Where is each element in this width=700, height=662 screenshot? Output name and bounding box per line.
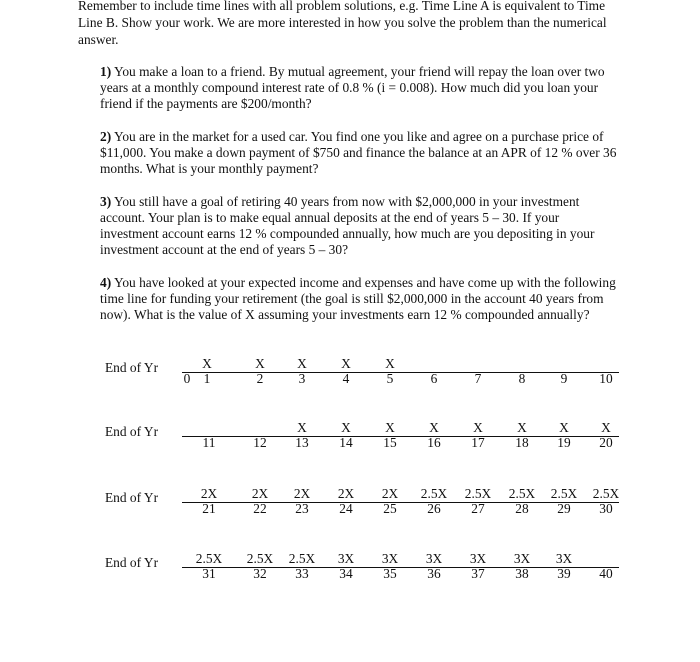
year-tick: 16 [427,435,441,450]
year-tick: 38 [515,566,529,581]
timeline-axis [182,567,619,568]
year-tick: 40 [599,566,613,581]
question-4 [100,275,620,323]
cash-flow-amount: 2.5X [550,486,578,501]
year-tick: 24 [339,501,353,516]
timeline-label: End of Yr [105,360,159,375]
cash-flow-amount: X [297,420,307,435]
year-tick: 15 [383,435,397,450]
year-tick: 21 [202,501,216,516]
question-1-text: You make a loan to a friend. By mutual agreement, your friend will repay the loan over two years at a monthly compound interest rate of 0.8 % (i = 0.008). How much did you loan your friend if the payments are $200/month? [100,64,605,111]
cash-flow-amount: 3X [381,551,399,566]
cash-flow-amount: X [559,420,569,435]
timeline-label: End of Yr [105,555,159,570]
year-tick: 34 [339,566,353,581]
year-tick: 31 [202,566,216,581]
year-tick: 35 [383,566,397,581]
question-3-number: 3) [100,194,112,209]
cash-flow-amount: X [473,420,483,435]
year-tick: 39 [557,566,571,581]
cash-flow-amount: X [202,356,212,371]
cash-flow-amount: X [341,420,351,435]
cash-flow-amount: 2.5X [464,486,492,501]
year-tick: 14 [339,435,353,450]
year-tick: 25 [383,501,397,516]
cash-flow-amount: 2X [337,486,355,501]
year-tick: 37 [471,566,485,581]
year-tick: 26 [427,501,441,516]
question-2 [100,129,620,177]
question-1 [100,64,620,112]
question-4-number: 4) [100,275,112,290]
year-tick: 19 [557,435,571,450]
cash-flow-amount: 3X [469,551,487,566]
cash-flow-amount: X [385,356,395,371]
cash-flow-amount: 2.5X [288,551,316,566]
question-2-number: 2) [100,129,112,144]
year-tick: 23 [295,501,309,516]
year-tick: 33 [295,566,309,581]
year-tick: 30 [599,501,613,516]
cash-flow-amount: X [341,356,351,371]
year-tick: 1 [203,371,211,386]
cash-flow-amount: X [385,420,395,435]
year-tick: 27 [471,501,485,516]
question-3-text: You still have a goal of retiring 40 years from now with $2,000,000 in your investment account. Your plan is to make equal annual deposits at the end of years 5 – 30. If your investment account earns 12 % compounded annually, how much are you depositing in your investment account at the end of years 5 – 30? [100,194,595,257]
cash-flow-amount: 2X [293,486,311,501]
year-tick: 4 [342,371,350,386]
year-tick: 9 [560,371,568,386]
year-tick: 5 [386,371,394,386]
timeline-label: End of Yr [105,424,159,439]
year-tick: 18 [515,435,529,450]
cash-flow-amount: X [255,356,265,371]
year-tick: 12 [253,435,267,450]
cash-flow-amount: 2X [251,486,269,501]
year-tick: 10 [599,371,613,386]
cash-flow-amount: 2X [381,486,399,501]
year-tick: 28 [515,501,529,516]
cash-flow-amount: 3X [425,551,443,566]
cash-flow-amount: X [517,420,527,435]
question-3 [100,194,620,258]
cash-flow-amount: 3X [555,551,573,566]
year-tick: 0 [183,371,191,386]
cash-flow-amount: 2X [200,486,218,501]
year-tick: 6 [430,371,438,386]
cash-flow-amount: 2.5X [195,551,223,566]
year-tick: 22 [253,501,267,516]
cash-flow-amount: 2.5X [508,486,536,501]
timeline-axis [182,502,619,503]
cash-flow-amount: X [601,420,611,435]
year-tick: 2 [256,371,264,386]
year-tick: 29 [557,501,571,516]
year-tick: 36 [427,566,441,581]
question-1-number: 1) [100,64,112,79]
timeline-axis [182,436,619,437]
year-tick: 3 [298,371,306,386]
year-tick: 13 [295,435,309,450]
timeline-axis [182,372,619,373]
cash-flow-amount: 2.5X [420,486,448,501]
cash-flow-amount: 2.5X [592,486,620,501]
year-tick: 32 [253,566,267,581]
cash-flow-amount: 3X [513,551,531,566]
intro-paragraph: Remember to include time lines with all problem solutions, e.g. Time Line A is equivalent to Time Line B. Show your work. We are more interested in how you solve the problem than the numerical answer. [78,0,607,47]
year-tick: 11 [202,435,216,450]
year-tick: 17 [471,435,485,450]
cash-flow-amount: X [429,420,439,435]
cash-flow-amount: 2.5X [246,551,274,566]
cash-flow-amount: 3X [337,551,355,566]
year-tick: 20 [599,435,613,450]
question-4-text: You have looked at your expected income and expenses and have come up with the following time line for funding your retirement (the goal is still $2,000,000 in the account 40 years from now). What is the value of X assuming your investments earn 12 % compounded annually? [100,275,616,322]
timeline-label: End of Yr [105,490,159,505]
cash-flow-amount: X [297,356,307,371]
question-2-text: You are in the market for a used car. You find one you like and agree on a purchase price of $11,000. You make a down payment of $750 and finance the balance at an APR of 12 % over 36 months. What is your monthly payment? [100,129,617,176]
year-tick: 7 [474,371,482,386]
year-tick: 8 [518,371,526,386]
